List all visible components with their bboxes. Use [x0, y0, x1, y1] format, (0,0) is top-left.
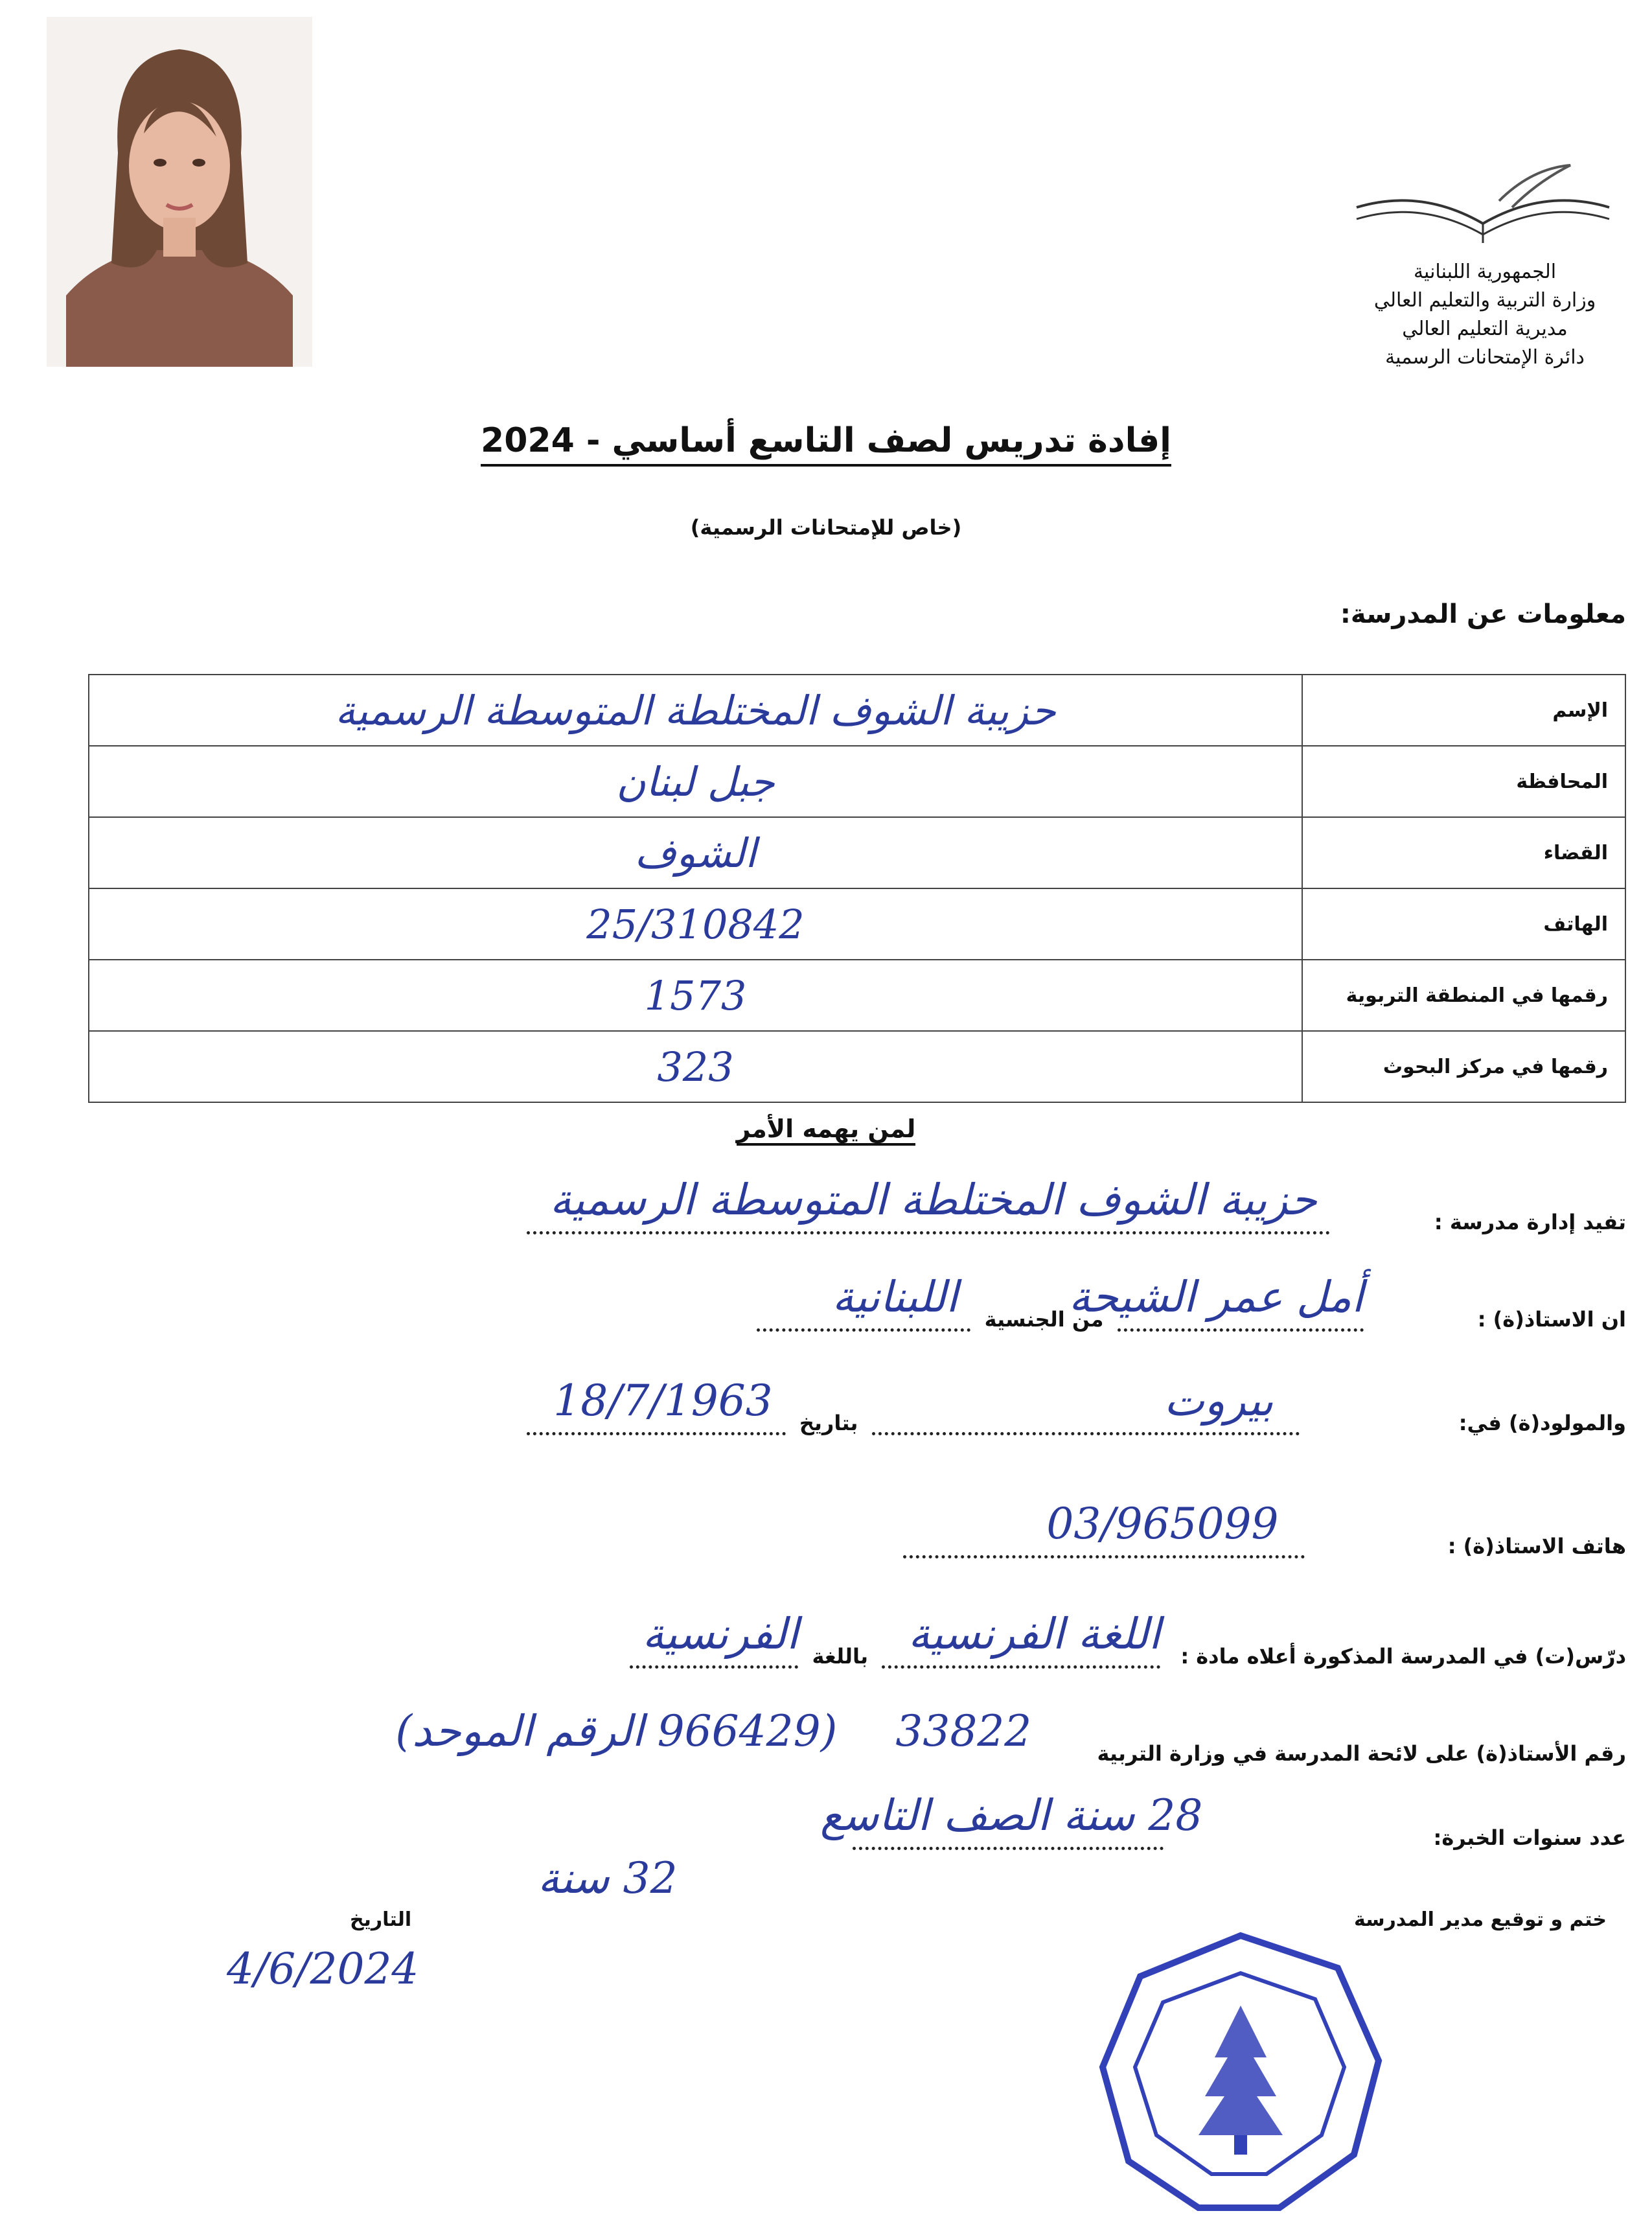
table-label-research-number: رقمها في مركز البحوث	[1302, 1031, 1625, 1102]
header-line-2: وزارة التربية والتعليم العالي	[1373, 289, 1596, 312]
statement-school-row	[527, 1175, 1626, 1234]
table-label-district: القضاء	[1302, 817, 1625, 888]
date-field-handwritten: 4/6/2024	[227, 1944, 419, 1994]
language-handwritten: الفرنسية	[642, 1609, 799, 1659]
number-label: رقم الأستاذ(ة) على لائحة المدرسة في وزارة التربية	[1097, 1741, 1626, 1766]
teacher-label: ان الاستاذ(ة) :	[1477, 1307, 1626, 1332]
table-value-governorate: جبل لبنان	[89, 746, 1302, 817]
experience-total-handwritten: 32 سنة	[538, 1853, 678, 1903]
concern-heading: لمن يهمه الأمر	[737, 1115, 916, 1146]
unified-number-handwritten: (966429 الرقم الموحد)	[395, 1706, 838, 1756]
school-info-table	[88, 674, 1626, 1103]
number-line	[338, 1706, 1032, 1766]
table-value-research-number: 323	[89, 1031, 1302, 1102]
table-value-district: الشوف	[89, 817, 1302, 888]
table-value-name: حزيبة الشوف المختلطة المتوسطة الرسمية	[89, 675, 1302, 746]
subject-handwritten: اللغة الفرنسية	[908, 1609, 1161, 1659]
born-label: والمولود(ة) في:	[1458, 1411, 1626, 1435]
header-line-3: مديرية التعليم العالي	[1402, 318, 1568, 340]
header-line-4: دائرة الإمتحانات الرسمية	[1385, 346, 1585, 369]
nationality-dotted-line	[757, 1272, 970, 1332]
experience-label: عدد سنوات الخبرة:	[1433, 1825, 1626, 1850]
document-title-wrap	[0, 421, 1652, 460]
document-subtitle: (خاص للإمتحانات الرسمية)	[690, 515, 962, 540]
subject-dotted-line	[882, 1609, 1161, 1669]
table-value-phone: 25/310842	[89, 888, 1302, 960]
language-dotted-line	[630, 1609, 799, 1669]
phone-label: هاتف الاستاذ(ة) :	[1447, 1534, 1626, 1558]
school-dotted-line	[527, 1175, 1330, 1234]
statement-born-row	[527, 1376, 1626, 1435]
statement-taught-row	[630, 1609, 1626, 1669]
born-place-handwritten: بيروت	[1164, 1376, 1274, 1426]
school-info-heading: معلومات عن المدرسة:	[1340, 599, 1626, 629]
language-label: باللغة	[812, 1644, 869, 1669]
school-label: تفيد إدارة مدرسة :	[1434, 1210, 1626, 1234]
number-handwritten: 33822	[895, 1706, 1032, 1756]
date-field-label: التاريخ	[350, 1908, 412, 1931]
table-label-phone: الهاتف	[1302, 888, 1625, 960]
born-date-dotted-line	[527, 1376, 786, 1435]
born-date-handwritten: 18/7/1963	[553, 1376, 773, 1426]
date-label: بتاريخ	[799, 1411, 858, 1435]
statement-number-row	[338, 1706, 1626, 1766]
ministry-header	[1349, 258, 1621, 372]
statement-phone-row	[903, 1499, 1626, 1558]
born-place-dotted-line	[872, 1376, 1300, 1435]
document-title: إفادة تدريس لصف التاسع أساسي - 2024	[481, 421, 1171, 467]
nationality-handwritten: اللبنانية	[832, 1272, 958, 1322]
table-label-governorate: المحافظة	[1302, 746, 1625, 817]
school-handwritten: حزيبة الشوف المختلطة المتوسطة الرسمية	[549, 1175, 1317, 1225]
applicant-photo	[47, 17, 312, 367]
phone-handwritten: 03/965099	[1046, 1499, 1279, 1549]
official-stamp	[1095, 1928, 1386, 2219]
nationality-label: من الجنسية	[984, 1307, 1104, 1332]
table-value-region-number: 1573	[89, 960, 1302, 1031]
phone-dotted-line	[903, 1499, 1305, 1558]
experience-handwritten: 28 سنة الصف التاسع	[820, 1790, 1203, 1840]
statement-experience-row	[820, 1790, 1626, 1850]
experience-dotted-line	[820, 1790, 1203, 1850]
signature-label: ختم و توقيع مدير المدرسة	[1353, 1908, 1607, 1931]
statement-teacher-row	[757, 1272, 1626, 1332]
table-label-name: الإسم	[1302, 675, 1625, 746]
teacher-handwritten: أمل عمر الشيحة	[1068, 1272, 1364, 1322]
ministry-logo	[1350, 162, 1616, 246]
teacher-dotted-line	[1068, 1272, 1364, 1332]
taught-label: درّس(ت) في المدرسة المذكورة أعلاه مادة :	[1180, 1644, 1626, 1669]
table-label-region-number: رقمها في المنطقة التربوية	[1302, 960, 1625, 1031]
concern-heading-wrap	[0, 1115, 1652, 1143]
header-line-1: الجمهورية اللبنانية	[1413, 260, 1557, 283]
